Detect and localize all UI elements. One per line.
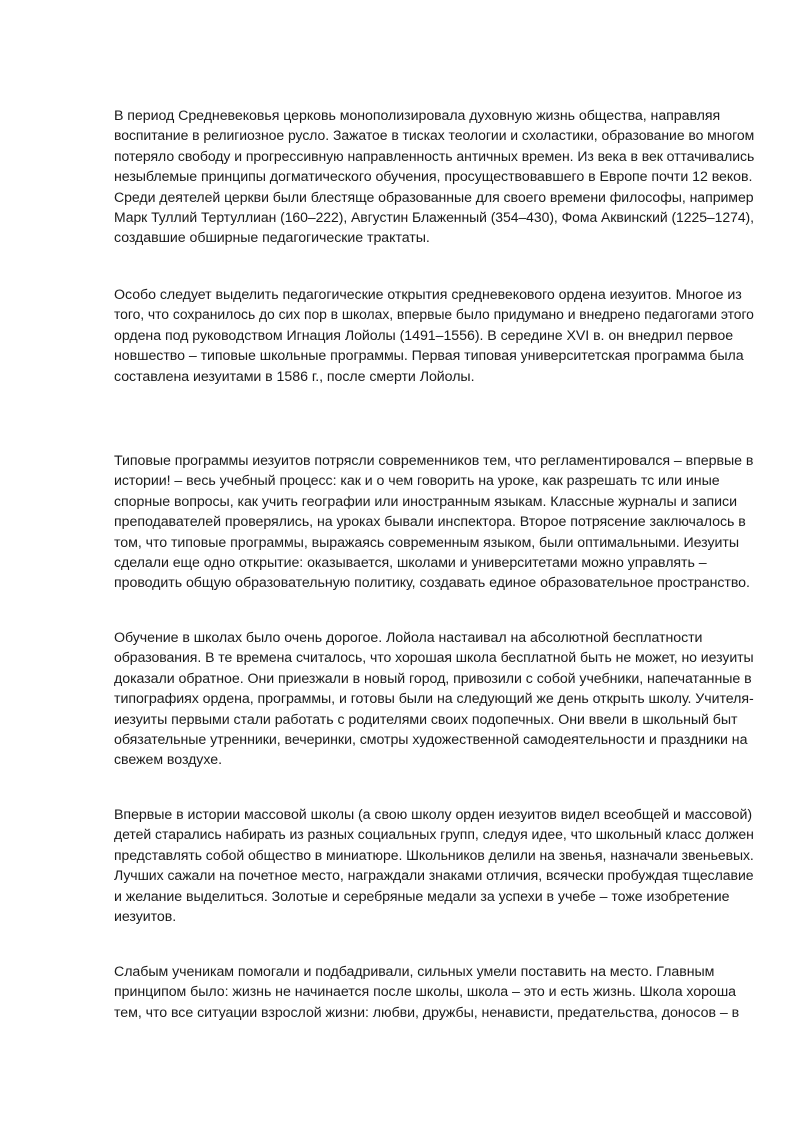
text-line: проводить общую образовательную политику, создавать единое образовательное пространство.	[114, 575, 750, 592]
text-line: том, что типовые программы, выражаясь современным языком, были оптимальными. Иезуиты	[114, 534, 739, 551]
text-line: типографиях ордена, программы, и готовы были на следующий же день открыть школу. Учителя-	[114, 691, 754, 708]
text-line: сделали еще одно открытие: оказывается, школами и университетами можно управлять –	[114, 555, 707, 572]
text-line: Особо следует выделить педагогические открытия средневекового ордена иезуитов. Многое из	[114, 287, 742, 303]
text-line: Лучших сажали на почетное место, награждали знаками отличия, всячески пробуждая тщеславие	[114, 868, 754, 885]
text-line: того, что сохранилось до сих пор в школах, впервые было придумано и внедрено педагогами этого	[114, 307, 754, 324]
text-line: Марк Туллий Тертуллиан (160–222), Августин Блаженный (354–430), Фома Аквинский (1225–1274),	[114, 210, 754, 227]
text-line: истории! – весь учебный процесс: как и о чем говорить на уроке, как разрешать тс или иные	[114, 473, 720, 490]
paragraph-medieval-church	[114, 106, 754, 249]
text-line: обязательные утренники, вечеринки, смотры художественной самодеятельности и праздники на	[114, 732, 748, 749]
text-line: незыблемые принципы догматического обучения, просуществовавшего в Европе почти 12 веков.	[114, 169, 753, 186]
text-line: Обучение в школах было очень дорогое. Лойола настаивал на абсолютной бесплатности	[114, 630, 703, 646]
text-line: составлена иезуитами в 1586 г., после смерти Лойолы.	[114, 368, 475, 385]
paragraph-mass-school	[114, 805, 754, 927]
text-line: потеряло свободу и прогрессивную направленность античных времен. Из века в век оттачивались	[114, 148, 755, 165]
text-line: доказали обратное. Они приезжали в новый город, привозили с собой учебники, напечатанные в	[114, 670, 752, 687]
text-line: Типовые программы иезуитов потрясли современников тем, что регламентировался – впервые в	[114, 453, 754, 469]
text-line: воспитание в религиозное русло. Зажатое в тисках теологии и схоластики, образование во многом	[114, 128, 755, 145]
text-line: В период Средневековья церковь монополизировала духовную жизнь общества, направляя	[114, 108, 721, 124]
text-line: Впервые в истории массовой школы (а свою школу орден иезуитов видел всеобщей и массовой)	[114, 807, 753, 823]
paragraph-weak-students	[114, 962, 754, 1023]
text-line: иезуиты первыми стали работать с родителями своих подопечных. Они ввели в школьный быт	[114, 711, 738, 728]
paragraph-jesuit-discoveries	[114, 285, 754, 387]
text-line: спорные вопросы, как учить географии или иностранным языкам. Классные журналы и записи	[114, 493, 737, 510]
text-line: тем, что все ситуации взрослой жизни: любви, дружбы, ненависти, предательства, доносов – в	[114, 1004, 740, 1021]
paragraph-standard-programs	[114, 451, 754, 594]
text-line: свежем воздухе.	[114, 752, 222, 769]
text-line: детей старались набирать из разных социальных групп, следуя идее, что школьный класс должен	[114, 827, 754, 844]
text-line: представлять собой общество в миниатюре. Школьников делили на звенья, назначали звеньевых.	[114, 847, 754, 864]
text-line: преподавателей проверялись, на уроках бывали инспектора. Второе потрясение заключалось в	[114, 514, 746, 531]
text-line: образования. В те времена считалось, что хорошая школа бесплатной быть не может, но иезуиты	[114, 650, 754, 667]
text-line: создавшие обширные педагогические трактаты.	[114, 230, 430, 247]
text-line: Среди деятелей церкви были блестяще образованные для своего времени философы, например	[114, 189, 754, 206]
text-line: иезуитов.	[114, 909, 177, 926]
text-line: Слабым ученикам помогали и подбадривали, сильных умели поставить на место. Главным	[114, 964, 715, 980]
text-line: принципом было: жизнь не начинается после школы, школа – это и есть жизнь. Школа хороша	[114, 984, 737, 1001]
text-line: новшество – типовые школьные программы. Первая типовая университетская программа была	[114, 348, 744, 365]
text-line: ордена под руководством Игнация Лойолы (1491–1556). В середине XVI в. он внедрил первое	[114, 327, 734, 344]
paragraph-free-education	[114, 628, 754, 771]
text-line: и желание выделиться. Золотые и серебряные медали за успехи в учебе – тоже изобретение	[114, 888, 730, 905]
